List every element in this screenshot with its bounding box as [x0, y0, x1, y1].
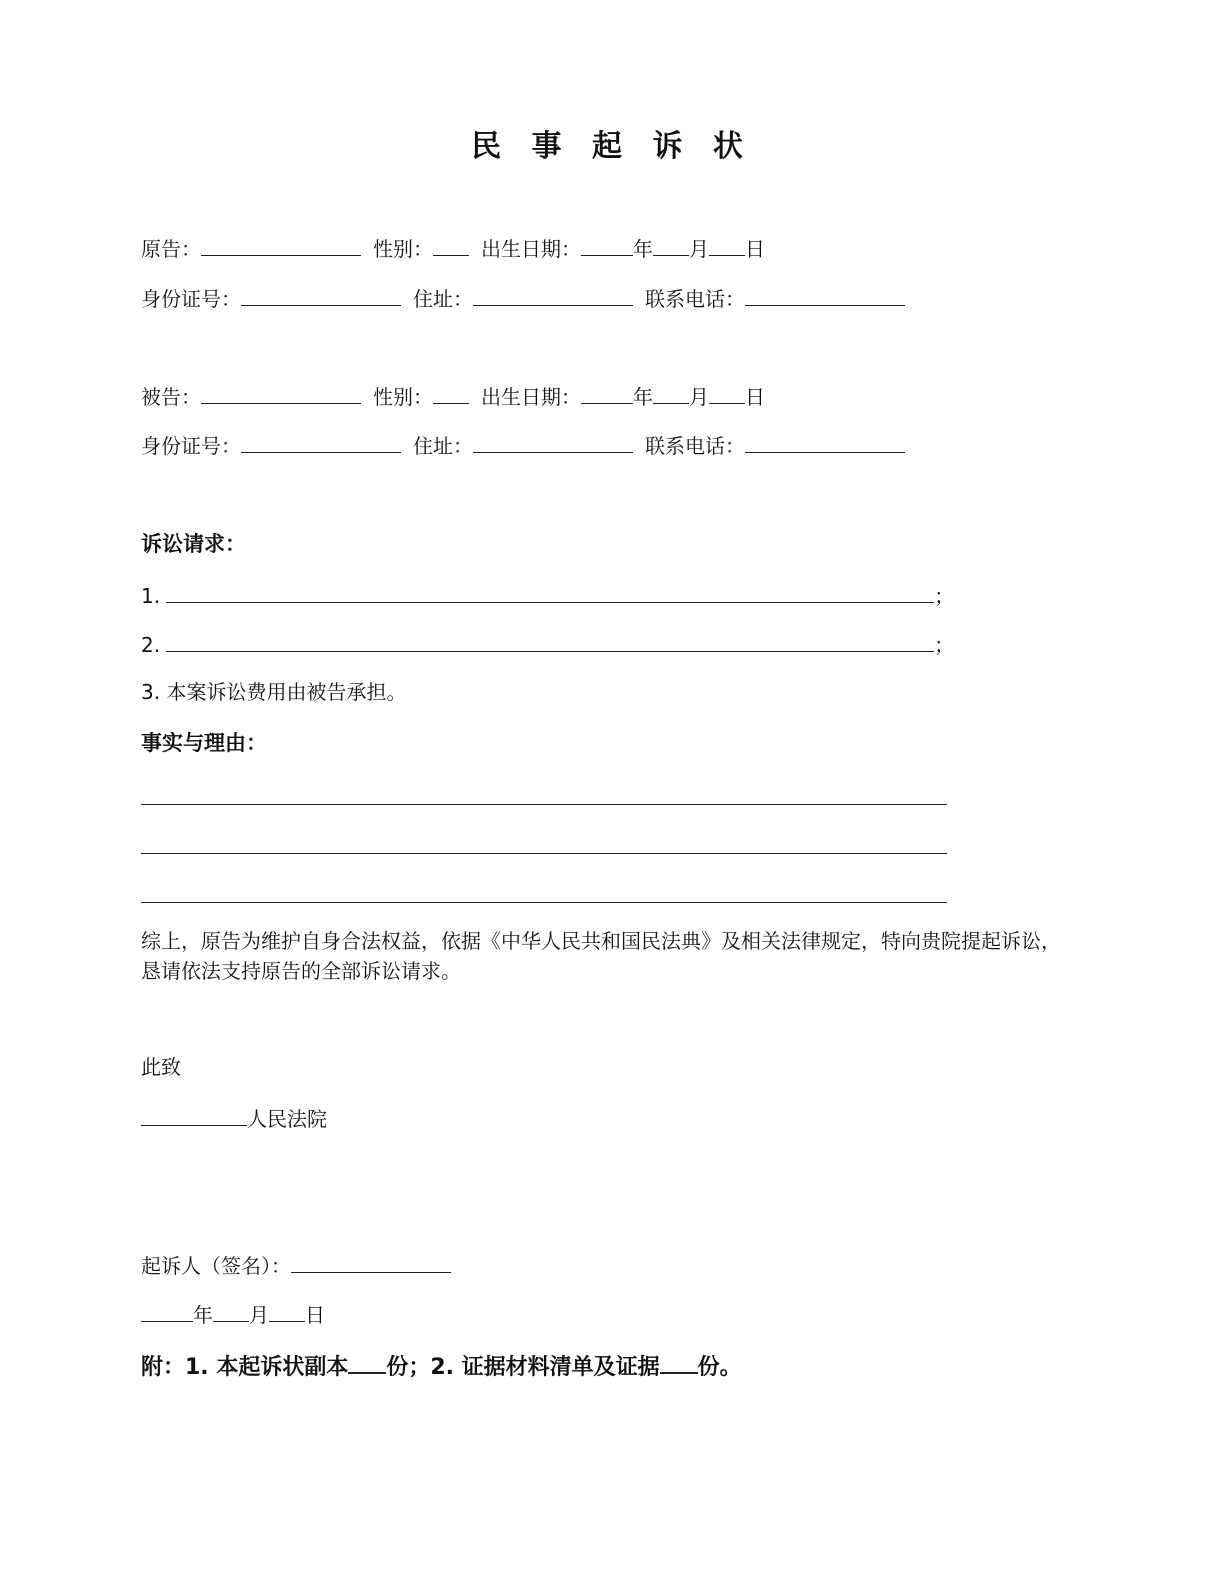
defendant-name-field[interactable] [201, 381, 361, 404]
plaintiff-birth-year-field[interactable] [581, 233, 633, 256]
signature-label: 起诉人（签名）： [141, 1254, 291, 1278]
attachment-copies-field-2[interactable] [660, 1350, 698, 1374]
defendant-birth-day-field[interactable] [709, 381, 745, 404]
claim-1-semicolon: ； [934, 584, 955, 608]
signature-day-field[interactable] [269, 1299, 305, 1322]
plaintiff-day-label: 日 [745, 237, 765, 261]
defendant-year-label: 年 [633, 385, 653, 409]
conclusion-paragraph: 综上，原告为维护自身合法权益，依据《中华人民共和国民法典》及相关法律规定，特向贵院提起诉讼，恳请依法支持原告的全部诉讼请求。 [141, 929, 1061, 983]
claim-1-number: 1. [141, 584, 161, 608]
signature-year-label: 年 [193, 1303, 213, 1327]
document-title: 民 事 起 诉 状 [471, 129, 753, 164]
defendant-birth-label: 出生日期： [481, 385, 581, 409]
defendant-address-label: 住址： [413, 434, 473, 458]
court-suffix: 人民法院 [247, 1107, 327, 1131]
plaintiff-id-field[interactable] [241, 283, 401, 306]
defendant-gender-label: 性别： [373, 385, 433, 409]
defendant-gender-field[interactable] [433, 381, 469, 404]
defendant-day-label: 日 [745, 385, 765, 409]
defendant-phone-label: 联系电话： [645, 434, 745, 458]
claim-2-semicolon: ； [934, 633, 955, 657]
plaintiff-birth-month-field[interactable] [653, 233, 689, 256]
plaintiff-row-1 [141, 233, 765, 263]
signature-date [141, 1299, 325, 1329]
defendant-birth-year-field[interactable] [581, 381, 633, 404]
signature-line [141, 1250, 451, 1280]
facts-line-2[interactable] [141, 853, 947, 854]
claim-item-3: 3. 本案诉讼费用由被告承担。 [141, 680, 407, 704]
court-line [141, 1103, 327, 1133]
plaintiff-month-label: 月 [689, 237, 709, 261]
attachment-line [141, 1350, 742, 1381]
claims-heading: 诉讼请求： [141, 532, 246, 556]
defendant-phone-field[interactable] [745, 430, 905, 453]
signature-year-field[interactable] [141, 1299, 193, 1322]
claim-item-2 [141, 629, 954, 659]
signature-day-label: 日 [305, 1303, 325, 1327]
plaintiff-birth-day-field[interactable] [709, 233, 745, 256]
plaintiff-id-label: 身份证号： [141, 287, 241, 311]
plaintiff-phone-field[interactable] [745, 283, 905, 306]
claim-2-field[interactable] [166, 629, 934, 652]
claim-2-number: 2. [141, 633, 161, 657]
plaintiff-gender-label: 性别： [373, 237, 433, 261]
facts-line-1[interactable] [141, 804, 947, 805]
facts-line-3[interactable] [141, 902, 947, 903]
defendant-id-field[interactable] [241, 430, 401, 453]
plaintiff-name-field[interactable] [201, 233, 361, 256]
signature-month-label: 月 [249, 1303, 269, 1327]
defendant-label: 被告： [141, 385, 201, 409]
plaintiff-row-2 [141, 283, 905, 313]
defendant-row-2 [141, 430, 905, 460]
plaintiff-label: 原告： [141, 237, 201, 261]
plaintiff-birth-label: 出生日期： [481, 237, 581, 261]
defendant-address-field[interactable] [473, 430, 633, 453]
defendant-id-label: 身份证号： [141, 434, 241, 458]
plaintiff-gender-field[interactable] [433, 233, 469, 256]
signature-field[interactable] [291, 1250, 451, 1273]
signature-month-field[interactable] [213, 1299, 249, 1322]
claim-1-field[interactable] [166, 580, 934, 603]
attachment-prefix: 附：1. 本起诉状副本 [141, 1355, 349, 1380]
facts-heading: 事实与理由： [141, 731, 267, 755]
plaintiff-phone-label: 联系电话： [645, 287, 745, 311]
defendant-month-label: 月 [689, 385, 709, 409]
court-name-field[interactable] [141, 1103, 247, 1126]
attachment-copies-field-1[interactable] [348, 1350, 386, 1374]
claim-item-1 [141, 580, 954, 610]
plaintiff-address-field[interactable] [473, 283, 633, 306]
attachment-copies-2: 份。 [697, 1355, 742, 1380]
plaintiff-year-label: 年 [633, 237, 653, 261]
plaintiff-address-label: 住址： [413, 287, 473, 311]
attachment-copies-1: 份；2. 证据材料清单及证据 [386, 1355, 660, 1380]
defendant-row-1 [141, 381, 765, 411]
salutation: 此致 [141, 1055, 181, 1079]
defendant-birth-month-field[interactable] [653, 381, 689, 404]
